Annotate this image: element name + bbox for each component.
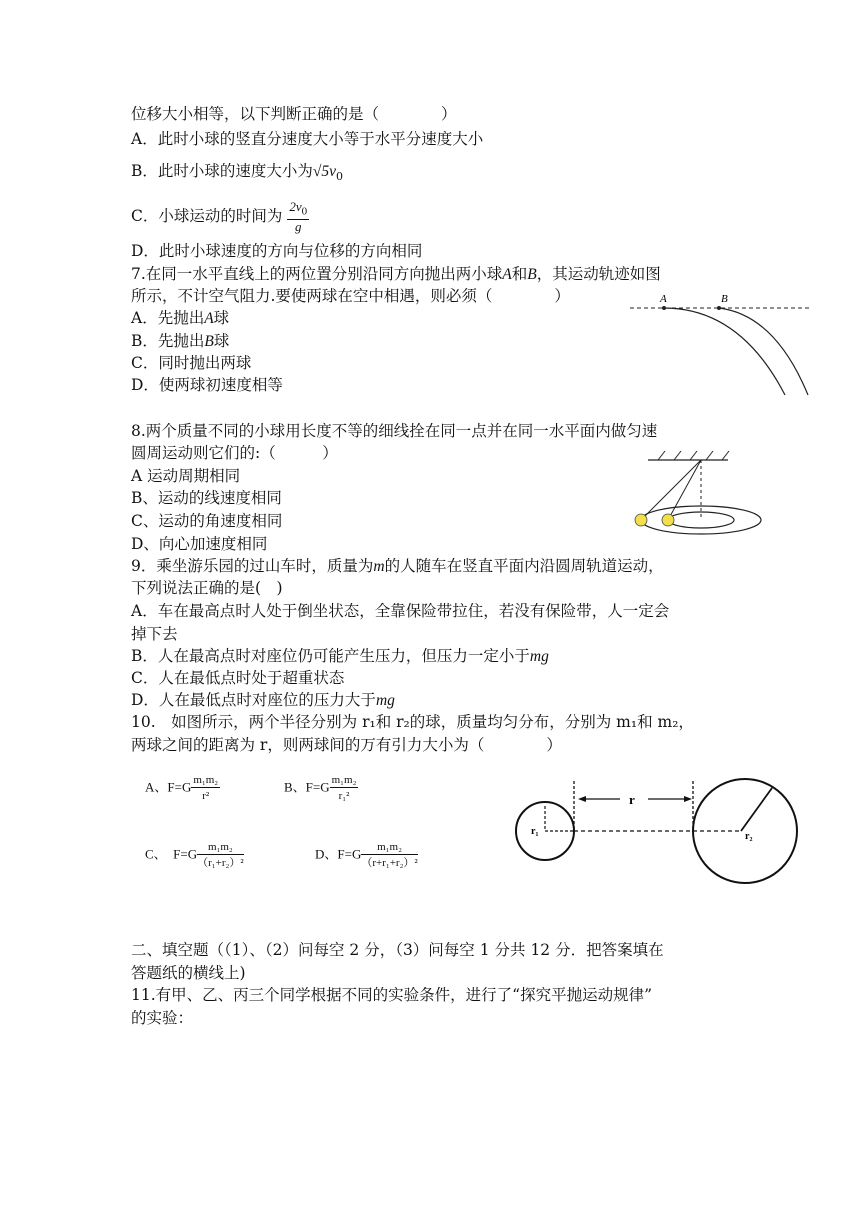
q8-string-inner — [668, 460, 701, 520]
q10-option-d-num: m₁m₂ — [361, 840, 417, 855]
q6-option-b-text: B．此时小球的速度大小为 — [131, 162, 313, 180]
q8-option-b: B、运动的线速度相同 — [131, 489, 282, 507]
q7-var-a: A — [502, 266, 512, 283]
q11-stem-line2: 的实验： — [131, 1009, 194, 1027]
q10-option-d-fraction — [361, 840, 417, 871]
q7-option-b-var: B — [204, 333, 214, 350]
q10-two-spheres-figure — [508, 776, 803, 896]
section2-header-line1: 二、填空题（（1）、（2）问每空 2 分，（3）问每空 1 分共 12 分．把答案填在 — [131, 941, 664, 959]
q9-stem-text: 9．乘坐游乐园的过山车时，质量为 — [131, 557, 374, 575]
q8-string-outer — [641, 460, 701, 520]
q10-option-d-den: （r+r₁+r₂）² — [361, 857, 418, 869]
q10-option-b-num: m₁m₂ — [331, 774, 357, 786]
q7-stem-line1 — [131, 263, 661, 286]
q6-option-a: A．此时小球的竖直分速度大小等于水平分速度大小 — [131, 130, 484, 148]
q9-option-a-line1: A．车在最高点时人处于倒坐状态，全靠保险带拉住，若没有保险带，人一定会 — [131, 602, 670, 620]
q9-option-d — [131, 689, 395, 712]
q9-stem-line1 — [131, 555, 664, 578]
q10-radius-2 — [741, 788, 772, 831]
q7-stem-mid: 和 — [511, 265, 528, 283]
q10-label-r2: r₂ — [745, 831, 753, 842]
q7-option-a-text: A．先抛出 — [131, 309, 205, 327]
q7-option-b-text: B．先抛出 — [131, 332, 205, 350]
q8-stem-line1: 8.两个质量不同的小球用长度不等的细线拴在同一点并在同一水平面内做匀速 — [131, 422, 658, 440]
q7-option-b — [131, 330, 229, 353]
q10-stem-line2: 两球之间的距离为 r，则两球间的万有引力大小为（ ） — [131, 736, 562, 754]
q7-option-a — [131, 307, 229, 330]
q6-option-b — [131, 160, 343, 188]
q10-option-b-label: B、F=G — [284, 779, 330, 795]
q10-option-a-fraction — [191, 773, 220, 804]
q7-stem-text: 7.在同一水平直线上的两位置分别沿同方向抛出两小球 — [131, 265, 503, 283]
q10-option-c-den: （r₁+r₂）² — [197, 857, 244, 869]
q9-option-b — [131, 645, 549, 668]
q6-c-den: g — [294, 218, 302, 234]
q8-stem-line2: 圆周运动则它们的:（ ） — [131, 444, 338, 462]
q9-option-b-mg: mg — [529, 648, 549, 665]
q6-c-num: 2v — [289, 199, 302, 214]
q10-option-b — [284, 773, 358, 804]
q6-c-num-sub: 0 — [301, 205, 308, 218]
q7-trajectory-a — [664, 308, 785, 395]
q10-option-c — [145, 840, 244, 871]
q6-stem: 位移大小相等，以下判断正确的是（ ） — [131, 105, 457, 123]
q10-option-a-label: A、F=G — [145, 779, 192, 795]
q9-option-d-mg: mg — [375, 692, 395, 709]
q7-var-b: B — [527, 266, 537, 283]
q6-option-c-fraction — [287, 200, 309, 234]
q9-option-d-text: D．人在最低点时对座位的压力大于 — [131, 691, 376, 709]
q10-option-b-fraction — [330, 773, 359, 804]
q10-option-a-num: m₁m₂ — [193, 774, 219, 786]
q7-stem-post: ，其运动轨迹如图 — [536, 265, 661, 283]
q8-conical-pendulum-figure — [628, 448, 773, 540]
q10-option-a — [145, 773, 220, 804]
q10-option-d-label: D、F=G — [315, 846, 362, 862]
q8-ball-inner — [662, 514, 674, 526]
q7-stem-line2: 所示，不计空气阻力.要使两球在空中相遇，则必须（ ） — [131, 287, 570, 305]
q7-option-c: C．同时抛出两球 — [131, 354, 252, 372]
q10-option-d — [315, 840, 418, 871]
q7-option-a-var: A — [204, 310, 214, 327]
q9-stem-line2: 下列说法正确的是( ) — [131, 579, 283, 597]
q7-option-b-suffix: 球 — [213, 332, 230, 350]
q9-option-c: C．人在最低点时处于超重状态 — [131, 669, 345, 687]
q11-stem-line1: 11.有甲、乙、丙三个同学根据不同的实验条件，进行了“探究平抛运动规律” — [131, 986, 653, 1004]
q10-option-a-den: r² — [202, 790, 210, 802]
q10-label-r: r — [629, 792, 635, 807]
q7-option-a-suffix: 球 — [213, 309, 230, 327]
q10-option-c-num: m₁m₂ — [197, 840, 244, 855]
q8-option-a: A 运动周期相同 — [131, 467, 241, 485]
q7-label-a: A — [660, 293, 667, 305]
q9-var-m: m — [373, 558, 385, 575]
q10-option-b-den: r₁² — [338, 790, 350, 802]
q10-stem-line1: 10. 如图所示，两个半径分别为 r₁和 r₂的球，质量均匀分布，分别为 m₁和 m₂， — [131, 713, 694, 731]
q7-ball-a — [662, 306, 666, 310]
q7-ball-b — [717, 306, 721, 310]
q6-option-b-sub: 0 — [336, 170, 344, 184]
q8-option-d: D、向心加速度相同 — [131, 535, 268, 553]
q7-trajectory-b — [719, 308, 808, 395]
q8-ball-outer — [635, 514, 647, 526]
q10-option-c-fraction — [197, 840, 244, 871]
q6-option-c — [131, 200, 309, 234]
section2-header-line2: 答题纸的横线上) — [131, 964, 246, 982]
q9-option-a-line2: 掉下去 — [131, 625, 178, 643]
q7-option-d: D．使两球初速度相等 — [131, 376, 283, 394]
q8-option-c: C、运动的角速度相同 — [131, 512, 283, 530]
q9-stem-post: 的人随车在竖直平面内沿圆周轨道运动， — [384, 557, 664, 575]
q6-option-b-expr: √5v — [312, 163, 337, 180]
q9-option-b-text: B．人在最高点时对座位仍可能产生压力，但压力一定小于 — [131, 647, 530, 665]
q6-option-c-text: C．小球运动的时间为 — [131, 206, 283, 225]
q7-trajectory-figure — [630, 285, 815, 400]
q10-option-c-label: C、 F=G — [145, 846, 198, 862]
q6-option-d: D．此时小球速度的方向与位移的方向相同 — [131, 242, 423, 260]
q7-label-b: B — [721, 293, 728, 305]
q10-label-r1: r₁ — [531, 826, 539, 837]
